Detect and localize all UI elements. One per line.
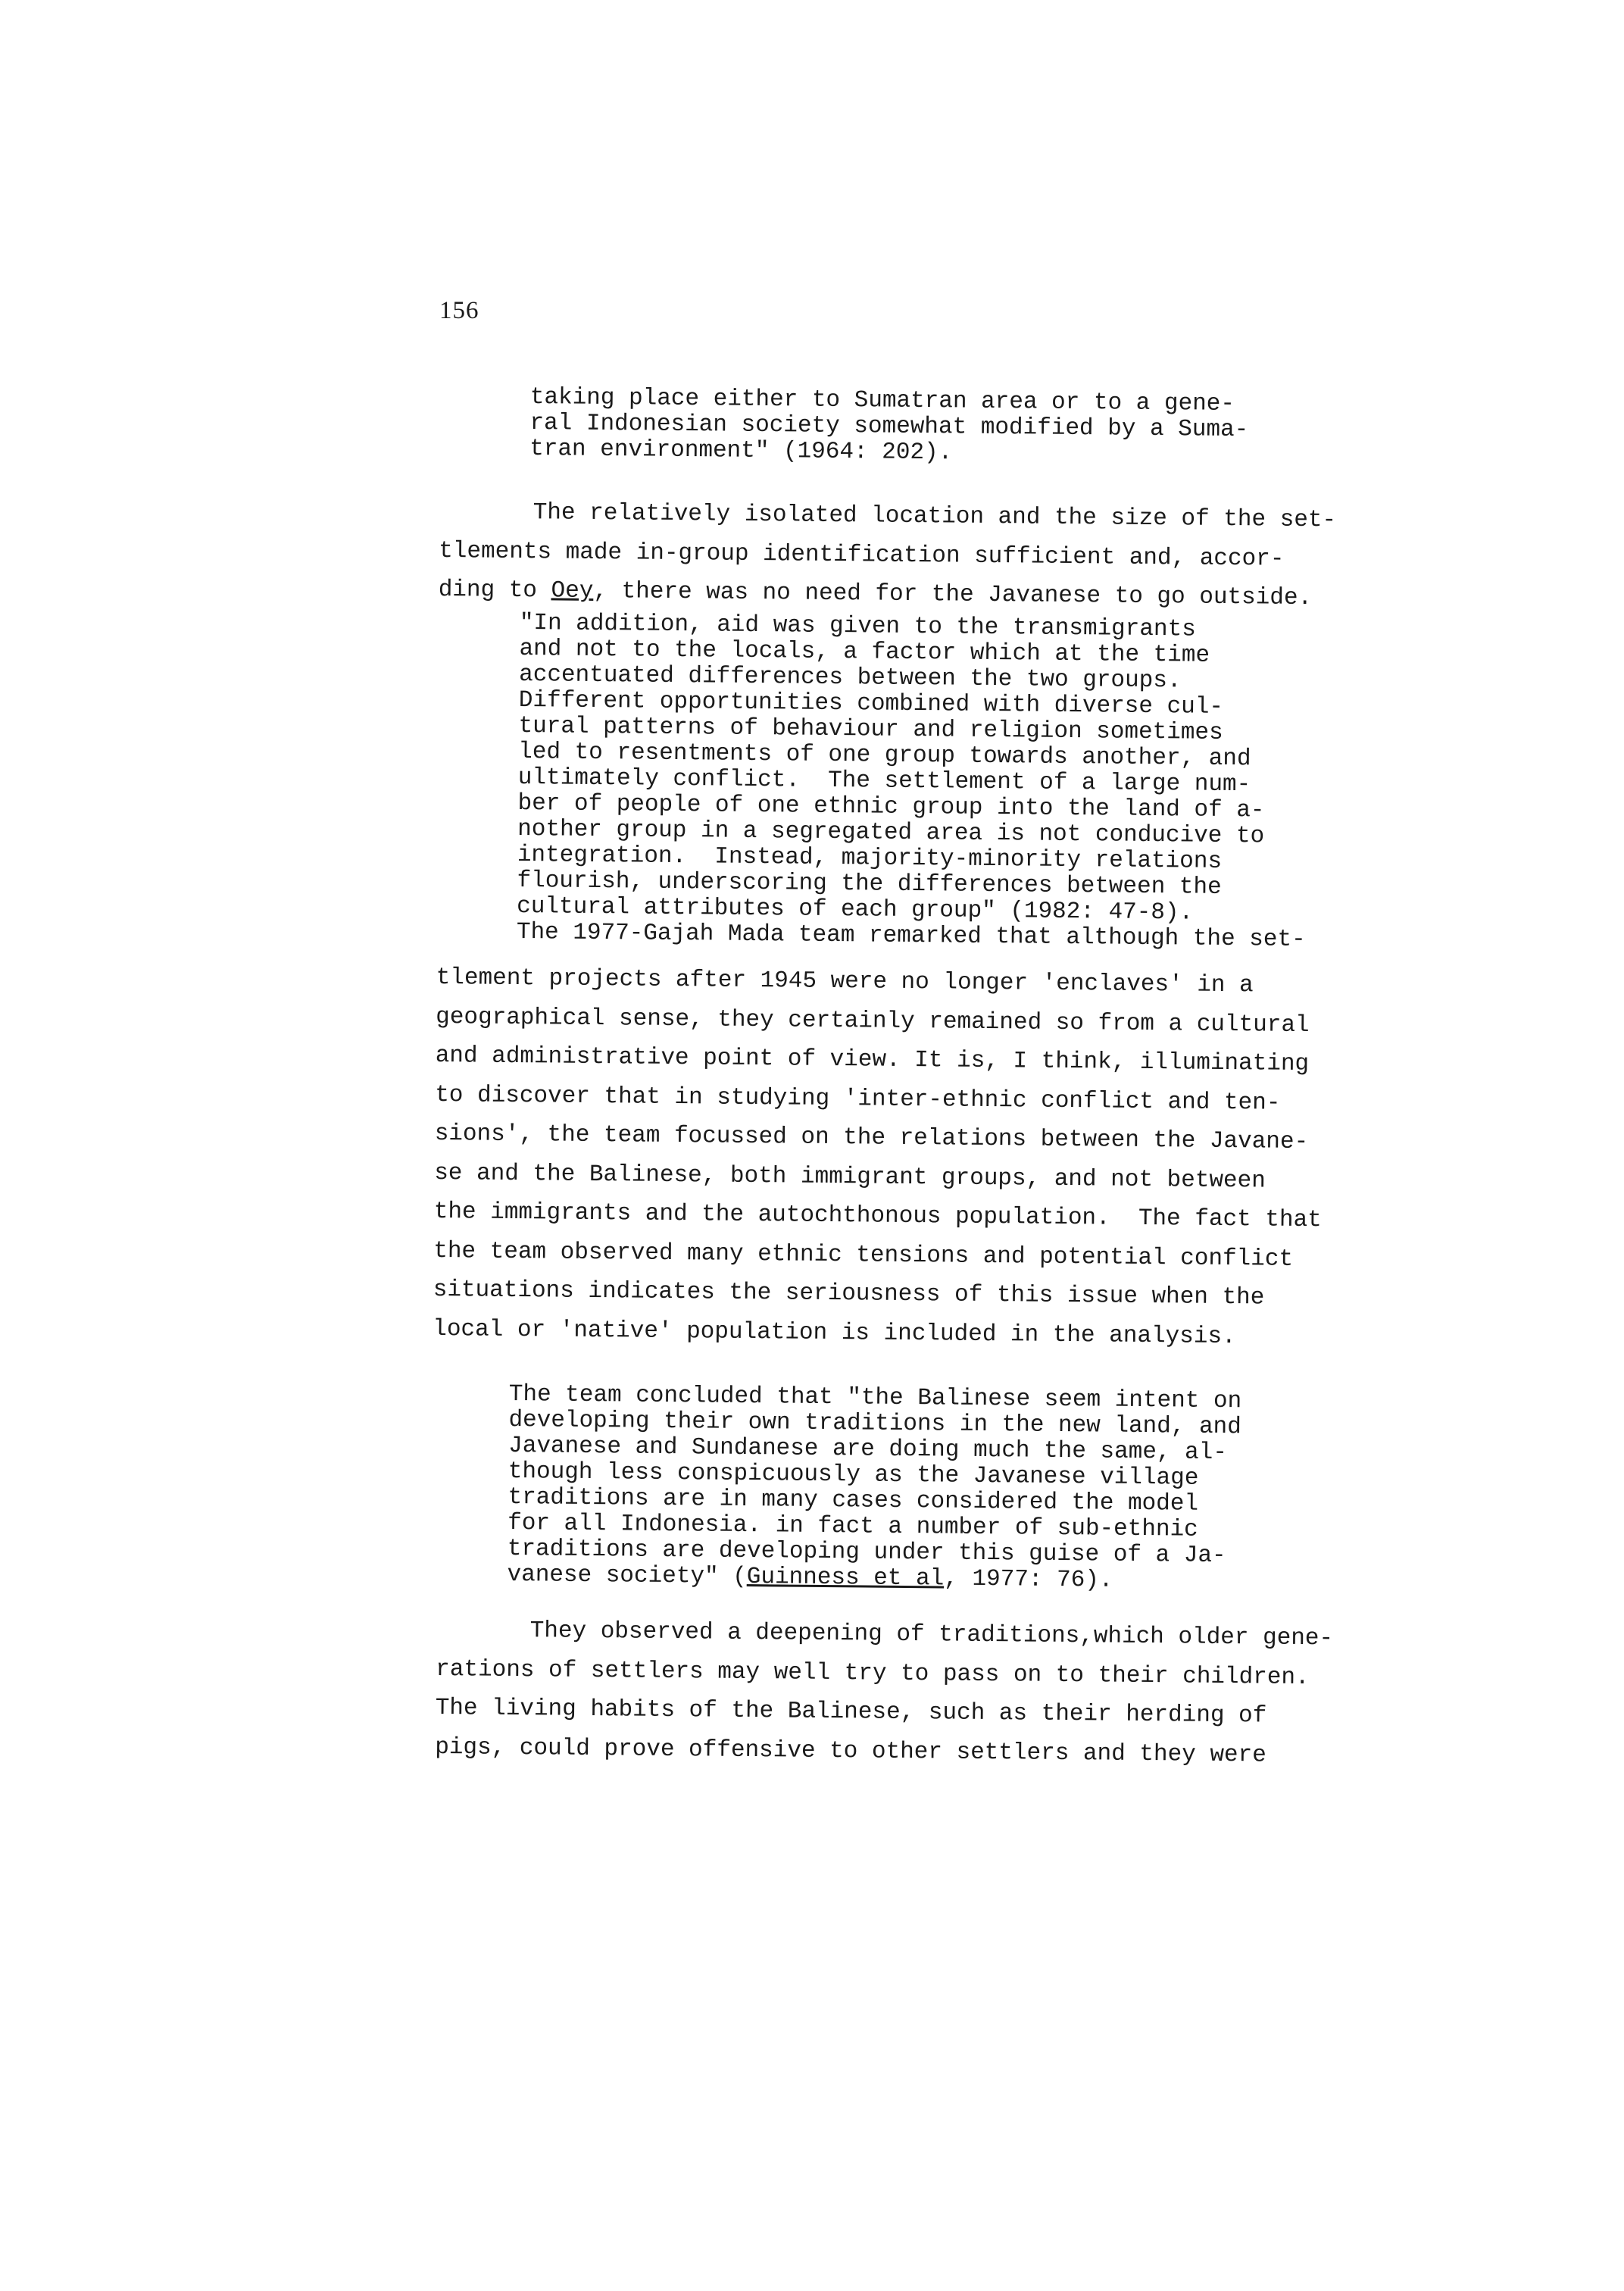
text-line: rations of settlers may well try to pass on to their children. bbox=[436, 1655, 1310, 1691]
text-line: taking place either to Sumatran area or to a gene- bbox=[529, 384, 1235, 417]
text-line: tlements made in-group identification sufficient and, accor- bbox=[439, 537, 1285, 573]
text-line: flourish, underscoring the differences between the bbox=[517, 867, 1222, 901]
text-line: Different opportunities combined with diverse cul- bbox=[518, 686, 1224, 720]
text-line: developing their own traditions in the new land, and bbox=[508, 1406, 1241, 1441]
text-line: se and the Balinese, both immigrant groups, and not between bbox=[434, 1159, 1266, 1195]
text-line: geographical sense, they certainly remained so from a cultural bbox=[436, 1003, 1310, 1039]
block-quote-2 bbox=[517, 611, 1309, 953]
text-line: tran environment" (1964: 202). bbox=[529, 435, 953, 467]
text-line: The 1977-Gajah Mada team remarked that although the set- bbox=[516, 918, 1306, 953]
text-line: the team observed many ethnic tensions and potential conflict bbox=[433, 1237, 1294, 1273]
text-line: situations indicates the seriousness of this issue when the bbox=[433, 1276, 1265, 1311]
text-line: The living habits of the Balinese, such as their herding of bbox=[435, 1694, 1267, 1730]
text-line: tural patterns of behaviour and religion sometimes bbox=[518, 712, 1223, 746]
text-line: The team concluded that "the Balinese seem intent on bbox=[508, 1381, 1242, 1415]
guinness-citation: Guinness et al bbox=[746, 1564, 945, 1592]
text-line: pigs, could prove offensive to other settlers and they were bbox=[435, 1733, 1266, 1769]
text-line: cultural attributes of each group" (1982: 47-8). bbox=[517, 892, 1194, 927]
text-line: The relatively isolated location and the size of the set- bbox=[532, 499, 1337, 534]
text-line: for all Indonesia. in fact a number of sub-ethnic bbox=[508, 1509, 1198, 1543]
text-line: and administrative point of view. It is, I think, illuminating bbox=[435, 1042, 1310, 1078]
text-line: ber of people of one ethnic group into the land of a- bbox=[517, 789, 1265, 824]
text-line: Javanese and Sundanese are doing much the same, al- bbox=[508, 1432, 1228, 1467]
text-line: though less conspicuously as the Javanese village bbox=[508, 1458, 1199, 1492]
text-line: local or 'native' population is included in the analysis. bbox=[433, 1315, 1236, 1350]
block-quote-3 bbox=[507, 1382, 1241, 1595]
text-line: ral Indonesian society somewhat modified by a Suma- bbox=[529, 409, 1249, 444]
text-line: ultimately conflict. The settlement of a large num- bbox=[517, 764, 1251, 799]
text-line: sions', the team focussed on the relations between the Javane- bbox=[434, 1120, 1309, 1156]
text-line: and not to the locals, a factor which at the time bbox=[519, 635, 1210, 669]
paragraph-1 bbox=[439, 492, 1337, 618]
oey-citation: Oey bbox=[551, 577, 594, 605]
paragraph-3 bbox=[435, 1611, 1333, 1775]
text-line: nother group in a segregated area is not conducive to bbox=[517, 815, 1265, 850]
text-line: traditions are in many cases considered the model bbox=[508, 1483, 1199, 1517]
text-line: vanese society" (Guinness et al, 1977: 76). bbox=[507, 1561, 1113, 1594]
text-line: traditions are developing under this guise of a Ja- bbox=[507, 1535, 1226, 1570]
paragraph-2 bbox=[433, 958, 1324, 1357]
text-line: led to resentments of one group towards another, and bbox=[518, 738, 1251, 773]
text-line: "In addition, aid was given to the transmigrants bbox=[519, 610, 1196, 643]
text-line: accentuated differences between the two groups. bbox=[519, 661, 1182, 695]
text-line: ding to Oey, there was no need for the Javanese to go outside. bbox=[438, 576, 1313, 612]
page-number: 156 bbox=[439, 297, 479, 324]
text-line: tlement projects after 1945 were no longer 'enclaves' in a bbox=[436, 964, 1254, 999]
block-quote-1 bbox=[529, 385, 1249, 469]
text-line: They observed a deepening of traditions,which older gene- bbox=[529, 1617, 1334, 1652]
text-line: to discover that in studying 'inter-ethnic conflict and ten- bbox=[435, 1081, 1281, 1117]
text-line: integration. Instead, majority-minority relations bbox=[517, 841, 1223, 875]
text-line: the immigrants and the autochthonous population. The fact that bbox=[433, 1198, 1322, 1234]
